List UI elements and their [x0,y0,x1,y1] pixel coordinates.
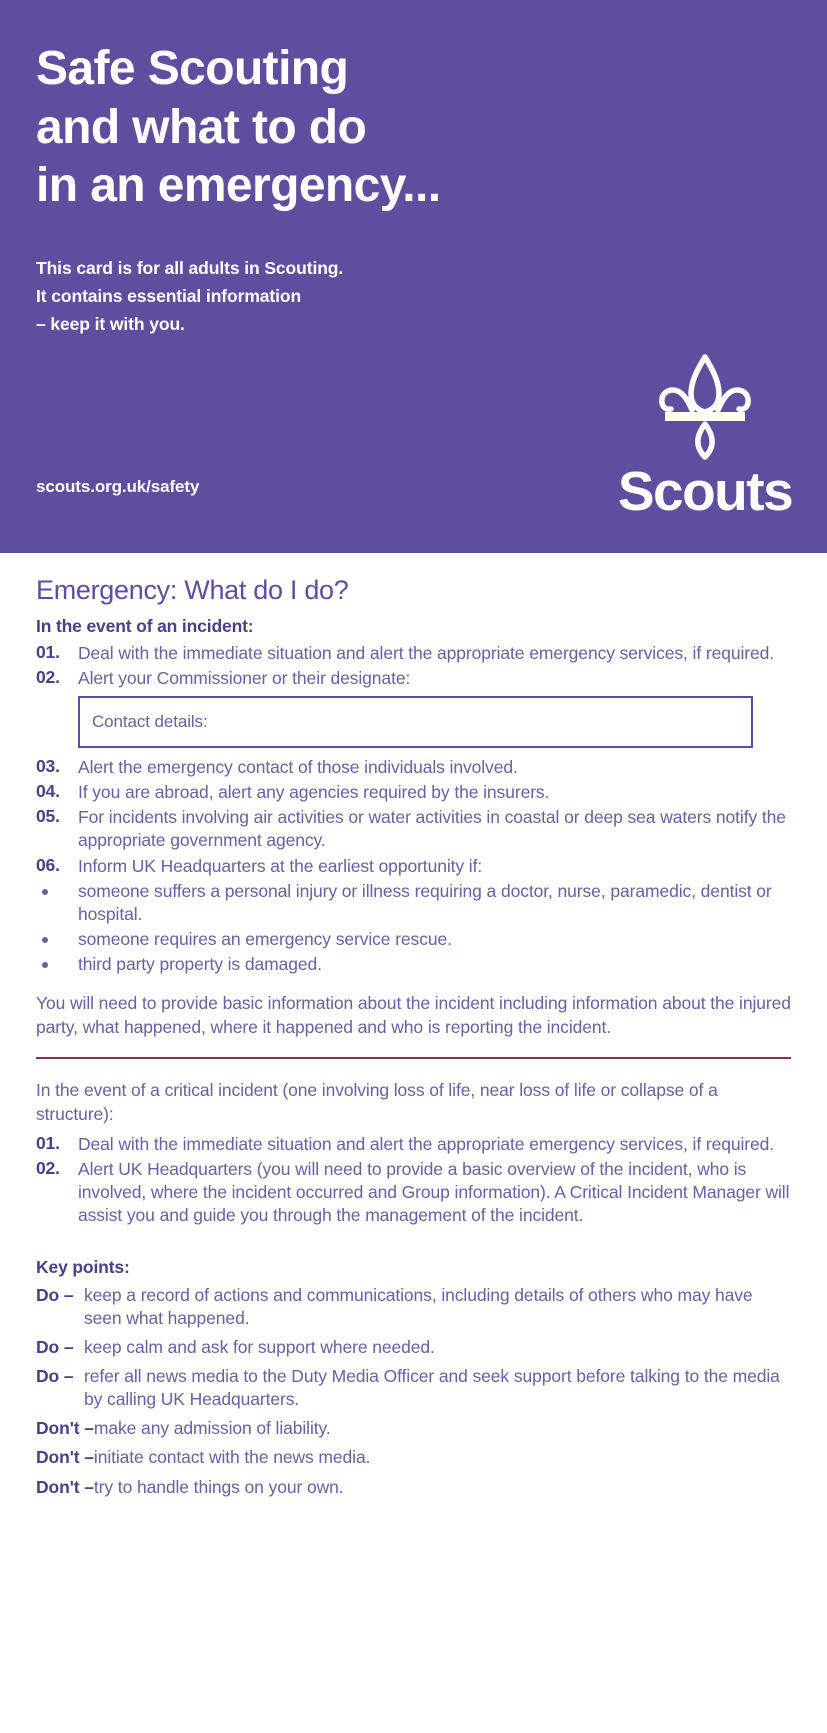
card-body [0,553,827,1525]
bullet-text: someone suffers a personal injury or illness requiring a doctor, nurse, paramedic, dentist or hospital. [78,880,772,924]
contact-details-field[interactable] [78,696,753,748]
list-item [36,1446,791,1469]
section-divider [36,1057,791,1059]
key-point-label: Do – [36,1337,74,1358]
title-line-1: Safe Scouting [36,42,349,95]
step-text: If you are abroad, alert any agencies required by the insurers. [78,782,550,803]
key-point-text: keep a record of actions and communications, including details of others who may have seen what happened. [84,1284,753,1328]
list-item [36,1158,791,1227]
key-point-text: make any admission of liability. [93,1418,331,1439]
key-point-text: keep calm and ask for support where needed. [84,1337,435,1358]
list-item [36,1417,791,1440]
incident-steps-list-continued [36,756,791,877]
critical-incident-steps-list [36,1133,791,1227]
scouts-logo [615,352,795,523]
key-points-title: Key points: [36,1256,130,1277]
step-text: Alert the emergency contact of those individuals involved. [78,757,518,778]
list-item [36,855,791,878]
step-text: Inform UK Headquarters at the earliest opportunity if: [78,855,483,876]
list-item [36,756,791,779]
step-number: 04. [36,781,60,802]
list-item [36,667,791,690]
list-item [36,1365,791,1411]
list-item [36,1336,791,1359]
step-text: Alert UK Headquarters (you will need to provide a basic overview of the incident, who is involved, where the incident occurred and Group information). A Critical Incident Manager will assist you and guide you through the management of the incident. [78,1158,790,1225]
bullet-text: third party property is damaged. [78,953,322,974]
key-point-label: Don't – [36,1447,94,1468]
bullet-icon [36,953,78,968]
incident-closing-paragraph: You will need to provide basic information about the incident including information about the injured party, what happened, where it happened and who is reporting the incident. [36,993,791,1037]
step-number: 05. [36,806,60,827]
key-point-text: refer all news media to the Duty Media Officer and seek support before talking to the media by calling UK Headquarters. [84,1366,780,1410]
incident-lead: In the event of an incident: [36,616,254,636]
list-item [36,1476,791,1499]
key-point-label: Do – [36,1366,74,1387]
key-point-label: Don't – [36,1418,94,1439]
list-item [36,953,791,976]
incident-bullets-list [36,880,791,976]
section-title-emergency: Emergency: What do I do? [36,575,349,605]
bullet-icon [36,928,78,943]
list-item [36,880,791,926]
step-text: Deal with the immediate situation and alert the appropriate emergency services, if required. [78,643,775,663]
list-item [36,1133,791,1156]
subtitle-line-1: This card is for all adults in Scouting. [36,257,344,278]
bullet-text: someone requires an emergency service rescue. [78,928,452,949]
bullet-icon [36,880,78,895]
step-number: 02. [36,667,60,688]
fleur-de-lis-icon [647,352,763,464]
step-number: 02. [36,1157,60,1178]
contact-details-label: Contact details: [92,712,208,732]
incident-steps-list [36,642,791,690]
step-text: Deal with the immediate situation and alert the appropriate emergency services, if required. [78,1133,775,1154]
step-number: 01. [36,642,60,662]
step-number: 01. [36,1132,60,1153]
title-line-3: in an emergency... [36,159,441,213]
step-text: For incidents involving air activities or water activities in coastal or deep sea waters notify the appropriate government agency. [78,807,786,851]
critical-incident-lead: In the event of a critical incident (one involving loss of life, near loss of life or collapse of a structure): [36,1080,718,1124]
key-point-text: try to handle things on your own. [93,1476,344,1497]
scouts-wordmark: Scouts [617,460,793,523]
page-title [36,30,676,216]
logo-crossbar [665,412,745,421]
subtitle-line-3: – keep it with you. [36,313,185,334]
key-point-label: Don't – [36,1476,94,1497]
card-header [0,0,827,553]
key-point-label: Do – [36,1284,74,1305]
list-item [36,806,791,852]
list-item [36,928,791,951]
step-text: Alert your Commissioner or their designate: [78,668,411,689]
step-number: 06. [36,854,60,875]
title-line-2: and what to do [36,100,367,154]
list-item [36,1284,791,1330]
key-points-list [36,1284,791,1499]
step-number: 03. [36,756,60,777]
safety-url-link[interactable]: scouts.org.uk/safety [36,477,200,496]
header-subtitle [36,254,791,338]
subtitle-line-2: It contains essential information [36,285,302,306]
key-point-text: initiate contact with the news media. [93,1447,371,1468]
list-item [36,642,791,665]
list-item [36,781,791,804]
